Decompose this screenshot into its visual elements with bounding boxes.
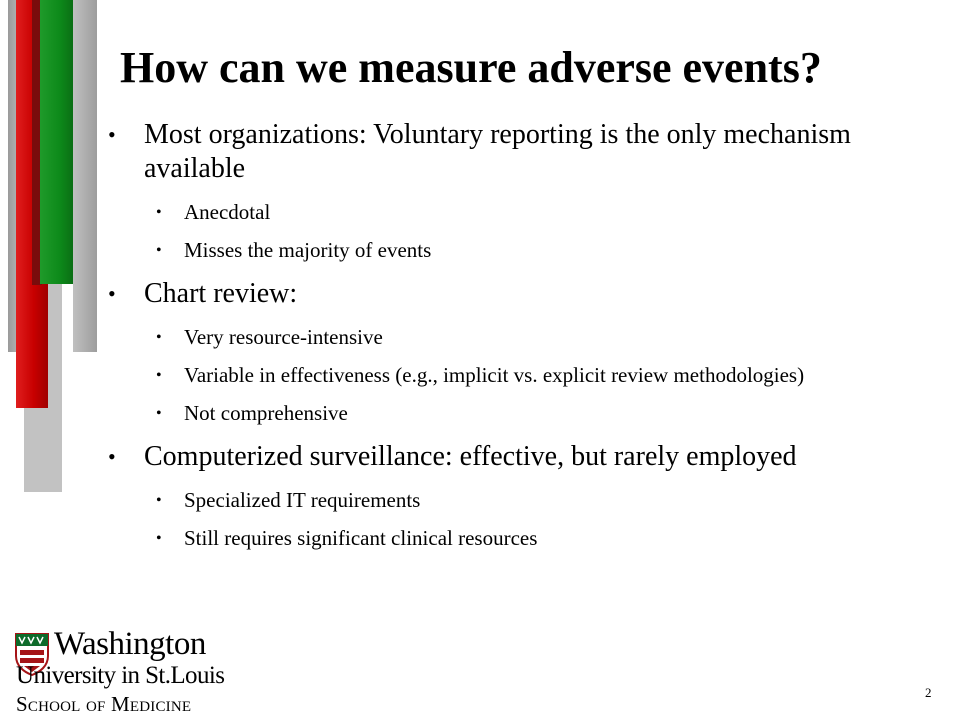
slide-title: How can we measure adverse events? <box>120 43 822 92</box>
sub-bullet-dot-icon: • <box>156 242 162 259</box>
sub-bullet-dot-icon: • <box>156 492 162 509</box>
sub-bullet-text: Very resource-intensive <box>184 325 383 349</box>
sub-bullet-dot-icon: • <box>156 405 162 422</box>
sub-bullet-dot-icon: • <box>156 367 162 384</box>
bullet-voluntary-reporting <box>108 118 908 186</box>
green-bar <box>40 0 73 284</box>
washu-logo <box>14 620 225 716</box>
bullet-dot-icon: • <box>108 444 116 469</box>
bullet-computerized-surveillance <box>108 440 908 474</box>
sub-bullet-variable-effectiveness <box>108 363 908 388</box>
sub-bullet-it-requirements <box>108 488 908 513</box>
bullet-dot-icon: • <box>108 122 116 147</box>
sub-bullet-resource-intensive <box>108 325 908 350</box>
logo-school-of-medicine: School of Medicine <box>16 692 192 716</box>
sub-bullet-text: Variable in effectiveness (e.g., implicit vs. explicit review methodologies) <box>184 363 805 387</box>
sub-bullet-text: Anecdotal <box>184 200 271 224</box>
sub-bullet-clinical-resources <box>108 526 908 551</box>
sub-bullet-text: Still requires significant clinical resources <box>184 526 538 550</box>
page-number: 2 <box>925 685 932 700</box>
logo-washington: Washington <box>54 626 206 662</box>
bullet-text: Computerized surveillance: effective, but rarely employed <box>144 441 797 472</box>
sub-bullet-dot-icon: • <box>156 329 162 346</box>
sub-bullet-text: Not comprehensive <box>184 401 348 425</box>
bullet-dot-icon: • <box>108 281 116 306</box>
sub-bullet-anecdotal <box>108 200 908 225</box>
gray-bar-right <box>73 0 97 352</box>
sub-bullet-text: Misses the majority of events <box>184 238 432 262</box>
sub-bullet-not-comprehensive <box>108 401 908 426</box>
sub-bullet-dot-icon: • <box>156 530 162 547</box>
sub-bullet-dot-icon: • <box>156 204 162 221</box>
sub-bullet-text: Specialized IT requirements <box>184 488 421 512</box>
logo-university: University in St.Louis <box>16 662 225 689</box>
bullet-chart-review <box>108 277 908 311</box>
bullet-text: Chart review: <box>144 278 298 309</box>
bullet-text: Most organizations: Voluntary reporting is the only mechanism available <box>144 119 851 184</box>
bullet-list <box>108 118 908 551</box>
sub-bullet-misses-events <box>108 238 908 263</box>
